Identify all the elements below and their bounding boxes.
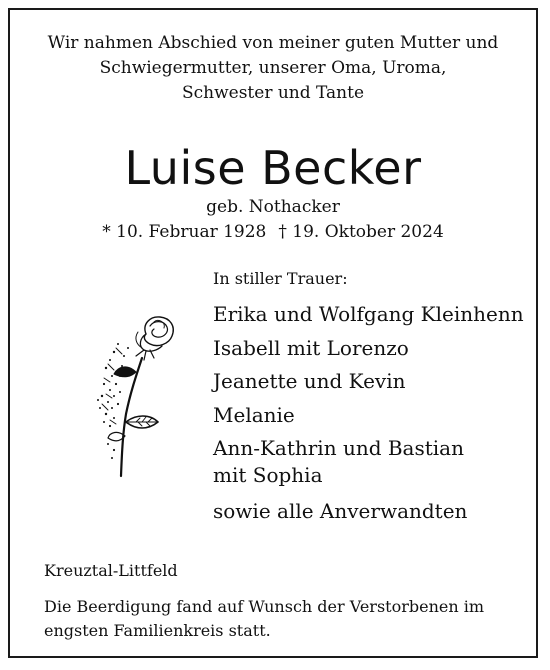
list-item: Melanie [213, 402, 295, 427]
deceased-name: Luise Becker [124, 141, 422, 195]
list-item: Jeanette und Kevin [213, 369, 406, 393]
rose-icon [84, 304, 184, 482]
death-date: † 19. Oktober 2024 [278, 222, 444, 242]
list-item: Ann-Kathrin und Bastian [213, 436, 464, 460]
intro-line: Schwester und Tante [181, 83, 365, 103]
intro-text [10, 31, 536, 106]
mourning-label: In stiller Trauer: [213, 269, 348, 288]
funeral-notice [44, 595, 484, 643]
list-item: Isabell mit Lorenzo [213, 335, 409, 360]
intro-line: Wir nahmen Abschied von meiner guten Mutter und [47, 33, 499, 53]
notice-line: Die Beerdigung fand auf Wunsch der Verstorbenen im [44, 597, 485, 616]
birth-date: * 10. Februar 1928 [102, 222, 267, 242]
list-item: mit Sophia [213, 463, 323, 487]
notice-line: engsten Familienkreis statt. [44, 621, 271, 640]
list-item: Erika und Wolfgang Kleinhenn [213, 302, 524, 326]
life-dates [10, 220, 536, 244]
maiden-name: geb. Nothacker [206, 197, 340, 217]
intro-line: Schwiegermutter, unserer Oma, Uroma, [99, 58, 447, 78]
list-item: sowie alle Anverwandten [213, 499, 468, 523]
mourners-list [213, 298, 524, 529]
place-name: Kreuztal-Littfeld [44, 561, 178, 580]
obituary-card [8, 8, 538, 658]
